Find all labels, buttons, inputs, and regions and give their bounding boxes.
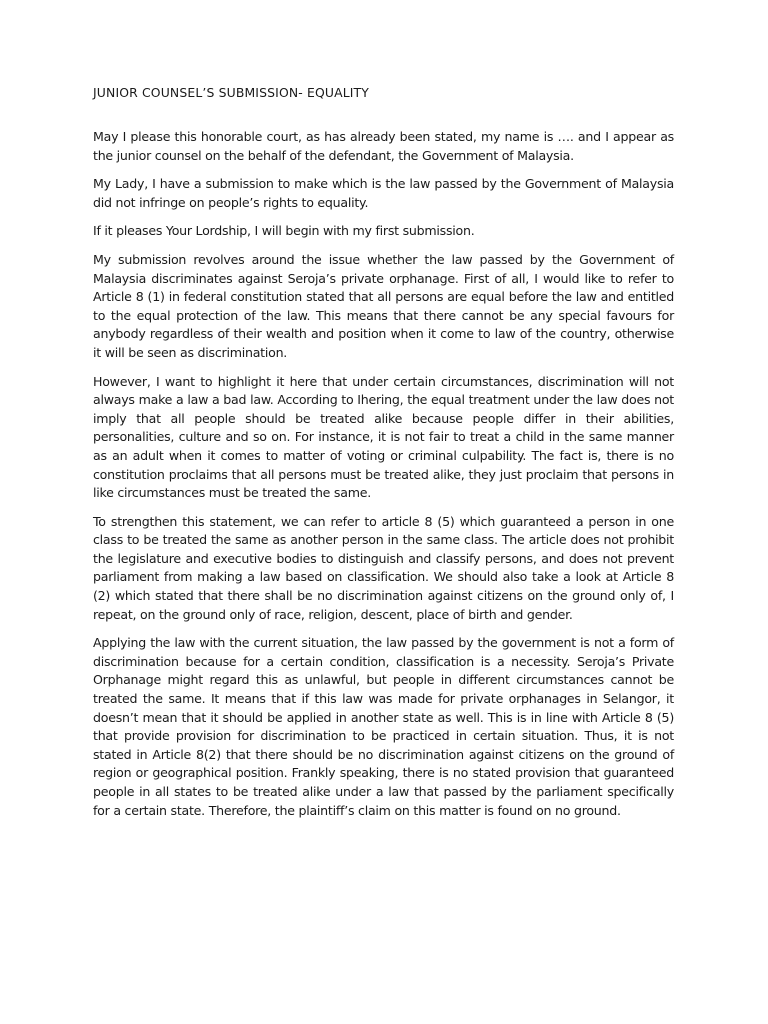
paragraph-article-8-1: My submission revolves around the issue whether the law passed by the Government of Malaysia discriminates against Seroja’s private orphanage. First of all, I would like to refer to Article 8 (1) in federal constitution stated that all persons are equal before the law and entitled to the equal protection of the law. This means that there cannot be any special favours for anybody regardless of their wealth and position when it come to law of the country, otherwise it will be seen as discrimination. [93,251,674,360]
document-title: JUNIOR COUNSEL’S SUBMISSION- EQUALITY [93,85,369,100]
paragraph-introduction: May I please this honorable court, as has already been stated, my name is …. and I appear as the junior counsel on the behalf of the defendant, the Government of Malaysia. [93,129,674,163]
document-body [93,84,674,830]
paragraph-ihering: However, I want to highlight it here that under certain circumstances, discrimination will not always make a law a bad law. According to Ihering, the equal treatment under the law does not imply that all people should be treated alike because people differ in their abilities, personalities, culture and so on. For instance, it is not fair to treat a child in the same manner as an adult when it comes to matter of voting or criminal culpability. The fact is, there is no constitution proclaims that all persons must be treated alike, they just proclaim that persons in like circumstances must be treated the same. [93,373,674,501]
paragraph-submission-statement: My Lady, I have a submission to make which is the law passed by the Government of Malaysia did not infringe on people’s rights to equality. [93,176,674,210]
paragraph-article-8-5: To strengthen this statement, we can refer to article 8 (5) which guaranteed a person in one class to be treated the same as another person in the same class. The article does not prohibit the legislature and executive bodies to distinguish and classify persons, and does not prevent parliament from making a law based on classification. We should also take a look at Article 8 (2) which stated that there shall be no discrimination against citizens on the ground only of, I repeat, on the ground only of race, religion, descent, place of birth and gender. [93,513,674,622]
paragraph-first-submission: If it pleases Your Lordship, I will begin with my first submission. [93,223,475,239]
paragraph-application: Applying the law with the current situation, the law passed by the government is not a form of discrimination because for a certain condition, classification is a necessity. Seroja’s Private Orphanage might regard this as unlawful, but people in different circumstances cannot be treated the same. It means that if this law was made for private orphanages in Selangor, it doesn’t mean that it should be applied in another state as well. This is in line with Article 8 (5) that provide provision for discrimination to be practiced in certain situation. Thus, it is not stated in Article 8(2) that there should be no discrimination against citizens on the ground of region or geographical position. Frankly speaking, there is no stated provision that guaranteed people in all states to be treated alike under a law that passed by the parliament specifically for a certain state. Therefore, the plaintiff’s claim on this matter is found on no ground. [93,635,674,818]
